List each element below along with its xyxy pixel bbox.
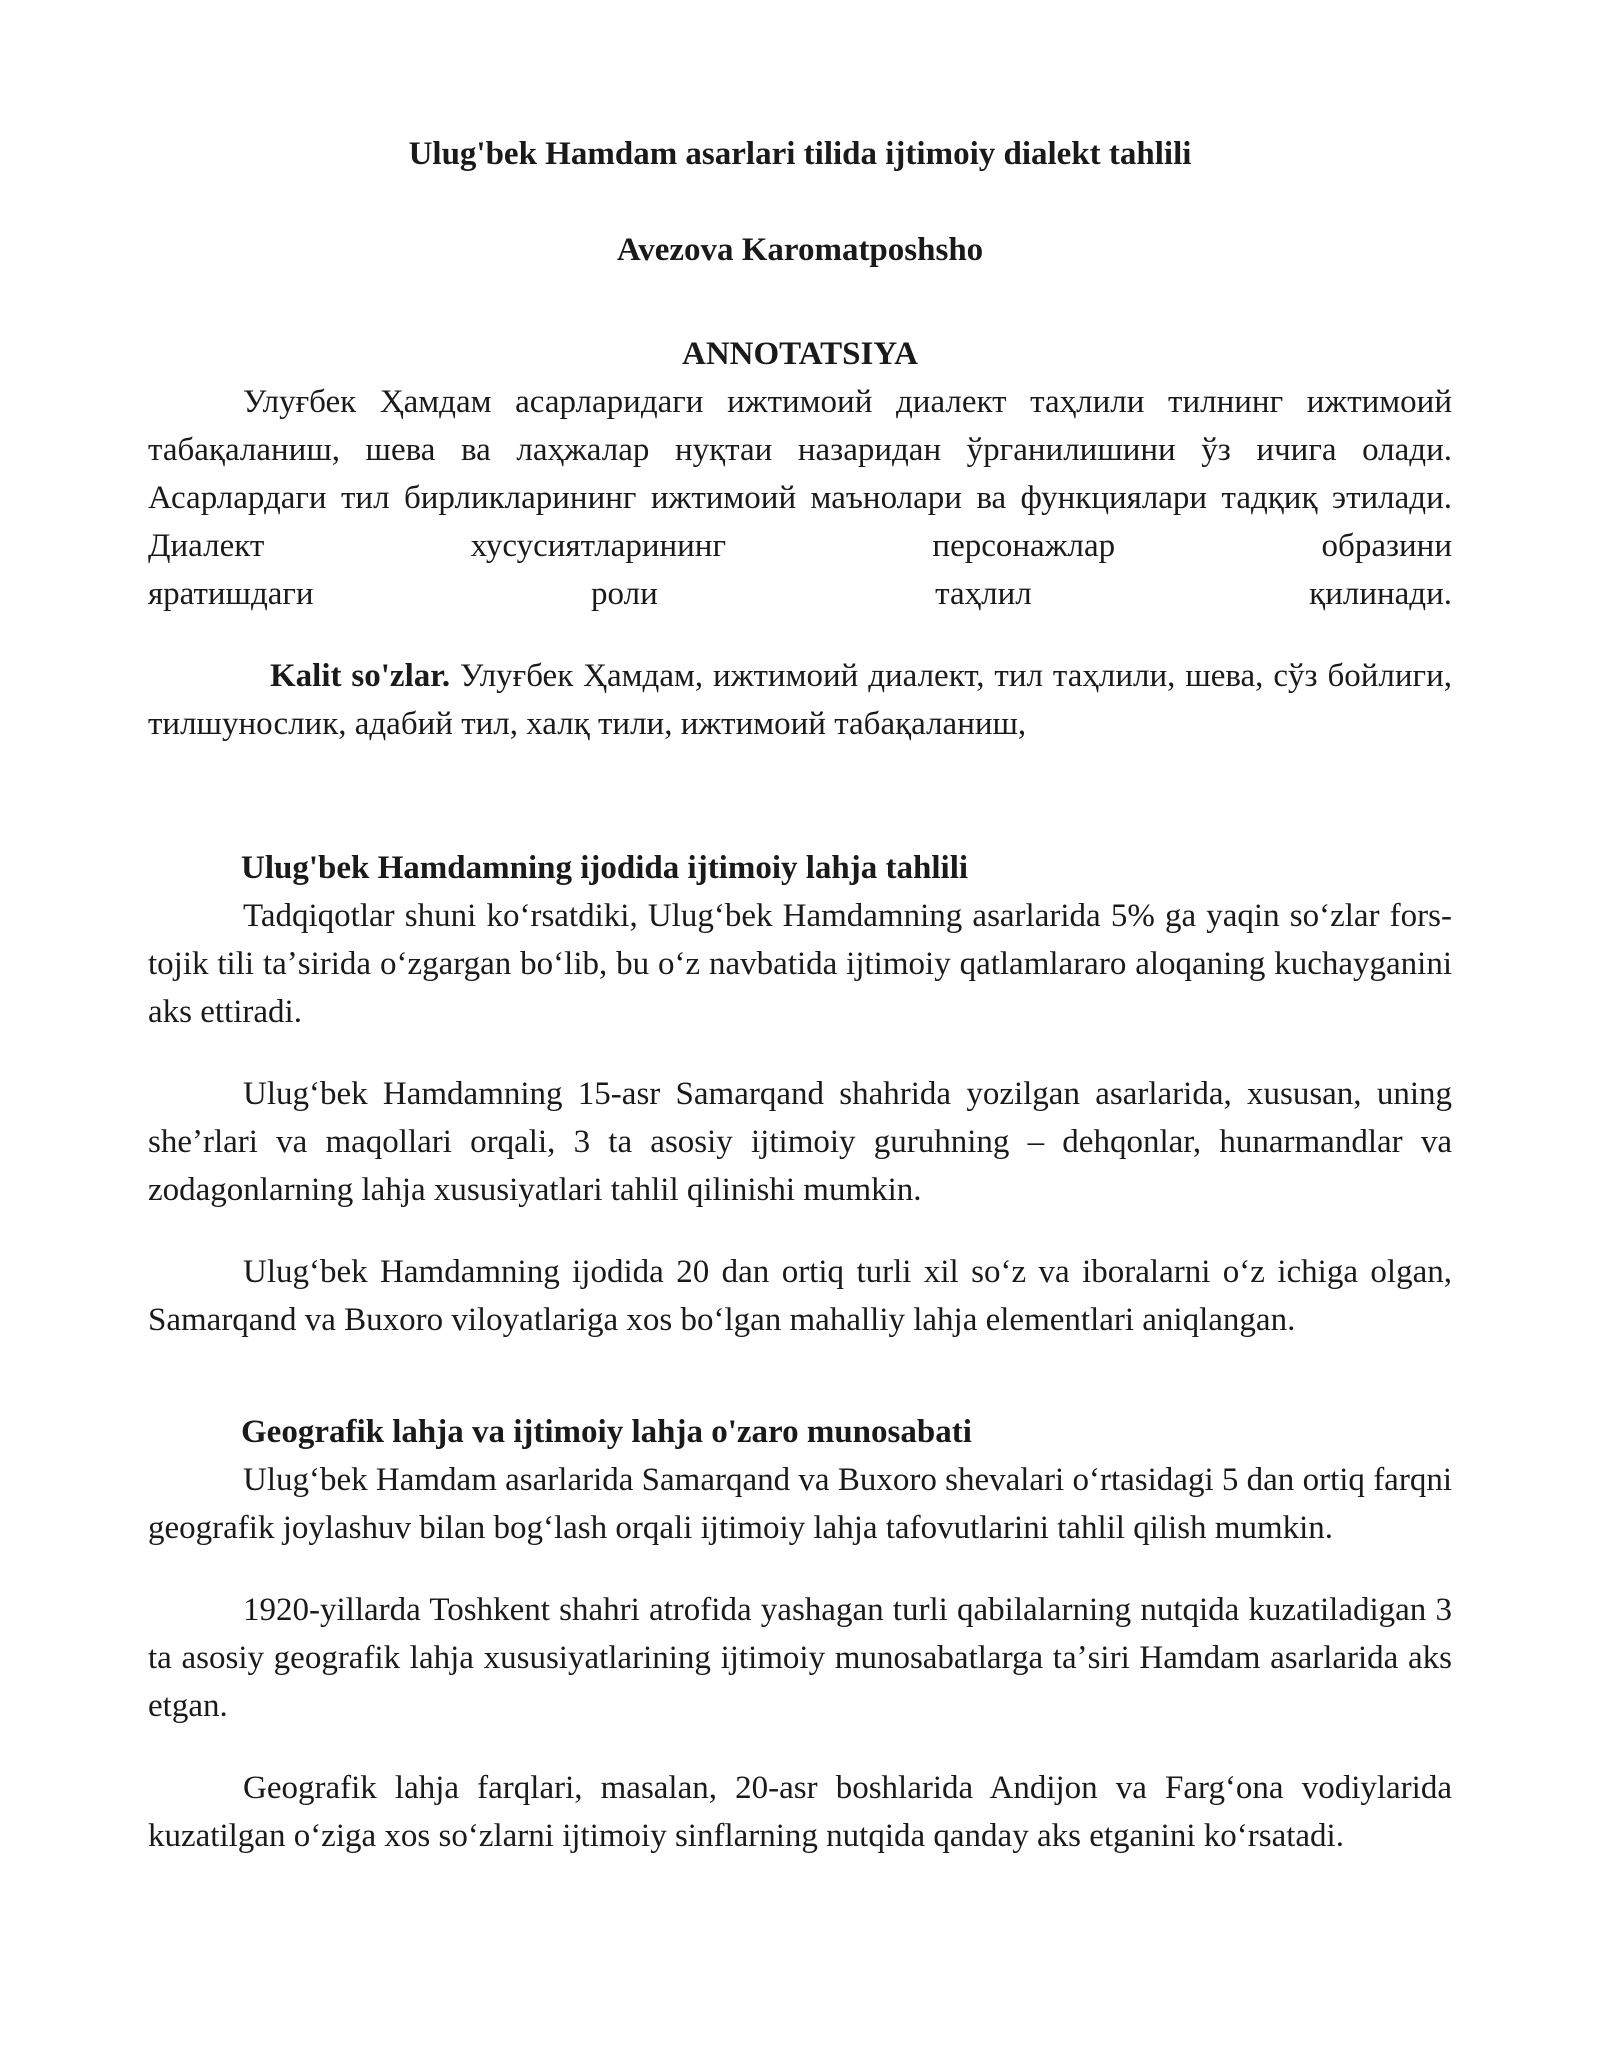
section-1-paragraph-2: Ulugʻbek Hamdamning 15-asr Samarqand shahrida yozilgan asarlarida, xususan, uning sheʼrlari va maqollari orqali, 3 ta asosiy ijtimoiy guruhning – dehqonlar, hunarmandlar va zodagonlarning lahja xususiyatlari tahlil qilinishi mumkin. bbox=[148, 1076, 1452, 1208]
document-title: Ulug'bek Hamdam asarlari tilida ijtimoiy dialekt tahlili bbox=[408, 136, 1192, 172]
section-2-paragraph-1: Ulugʻbek Hamdam asarlarida Samarqand va Buxoro shevalari oʻrtasidagi 5 dan ortiq farqni geografik joylashuv bilan bogʻlash orqali ijtimoiy lahja tafovutlarini tahlil qilish mumkin. bbox=[148, 1462, 1452, 1546]
section-heading-1: Ulug'bek Hamdamning ijodida ijtimoiy lahja tahlili bbox=[241, 850, 969, 886]
section-2-paragraph-2: 1920-yillarda Toshkent shahri atrofida yashagan turli qabilalarning nutqida kuzatiladigan 3 ta asosiy geografik lahja xususiyatlarining ijtimoiy munosabatlarga taʼsiri Hamdam asarlarida aks etgan. bbox=[148, 1592, 1452, 1724]
section-2-paragraph-3: Geografik lahja farqlari, masalan, 20-asr boshlarida Andijon va Fargʻona vodiylarida kuzatilgan oʻziga xos soʻzlarni ijtimoiy sinflarning nutqida qanday aks etganini koʻrsatadi. bbox=[148, 1770, 1452, 1854]
section-1-paragraph-1: Tadqiqotlar shuni koʻrsatdiki, Ulugʻbek Hamdamning asarlarida 5% ga yaqin soʻzlar fors-tojik tili taʼsirida oʻzgargan boʻlib, bu oʻz navbatida ijtimoiy qatlamlararo aloqaning kuchayganini aks ettiradi. bbox=[148, 898, 1452, 1030]
annotation-heading: ANNOTATSIYA bbox=[682, 336, 918, 372]
section-heading-2: Geografik lahja va ijtimoiy lahja o'zaro munosabati bbox=[241, 1414, 972, 1450]
keywords-paragraph bbox=[148, 652, 1452, 748]
annotation-text: Улуғбек Ҳамдам асарларидаги ижтимоий диалект таҳлили тилнинг ижтимоий табақаланиш, шева ва лаҳжалар нуқтаи назаридан ўрганилишини ўз ичига олади. Асарлардаги тил бирликларининг ижтимоий маънолари ва функциялари тадқиқ этилади. Диалект хусусиятларининг персонажлар образини bbox=[148, 384, 1452, 564]
section-1-paragraph-3: Ulugʻbek Hamdamning ijodida 20 dan ortiq turli xil soʻz va iboralarni oʻz ichiga olgan, Samarqand va Buxoro viloyatlariga xos boʻlgan mahalliy lahja elementlari aniqlangan. bbox=[148, 1254, 1452, 1338]
document-page bbox=[148, 130, 1452, 1860]
keywords-text: Улуғбек Ҳамдам, ижтимоий диалект, тил таҳлили, шева, сўз бойлиги, тилшунослик, адабий тил, халқ тили, ижтимоий табақаланиш, bbox=[148, 658, 1452, 742]
annotation-text-last-line: яратишдаги роли таҳлил қилинади. bbox=[148, 576, 1452, 612]
keywords-label: Kalit so'zlar. bbox=[270, 658, 451, 694]
author-name: Avezova Karomatposhsho bbox=[616, 232, 984, 268]
